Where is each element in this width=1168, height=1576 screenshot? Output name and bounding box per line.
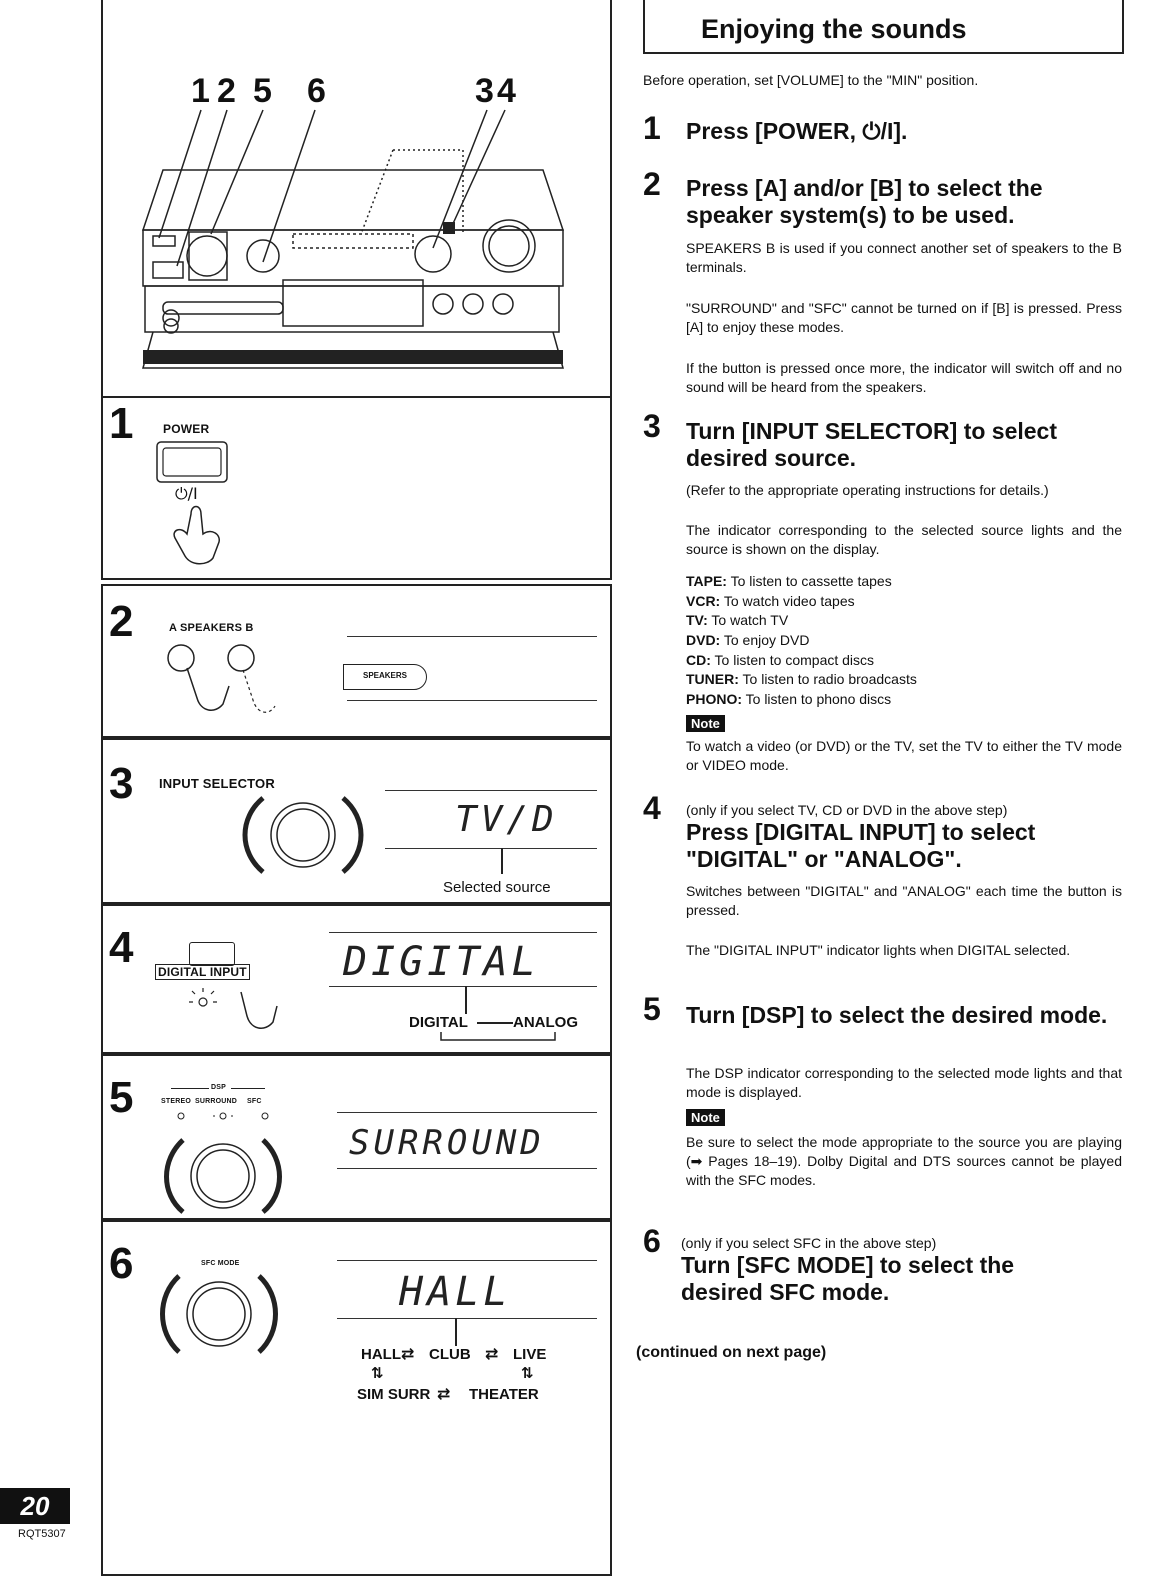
step-1-number: 1 (643, 110, 661, 146)
pointer-line (465, 986, 467, 1014)
page-title: Enjoying the sounds (701, 14, 967, 44)
display-bottom-line (347, 700, 597, 701)
updown-arrow-1: ⇅ (371, 1364, 384, 1382)
step-4-para-1: Switches between "DIGITAL" and "ANALOG" each time the button is pressed. (686, 883, 1122, 918)
callout-4: 4 (497, 72, 516, 110)
updown-arrow-2: ⇅ (521, 1364, 534, 1382)
stereo-label: STEREO (161, 1098, 191, 1105)
arrow-line (477, 1022, 513, 1024)
step-5-note: Be sure to select the mode appropriate to the source you are playing (➡ Pages 18–19). Dolby Digital and DTS sources cannot be played with the SFC modes. (686, 1134, 1122, 1188)
display-top-line (337, 1260, 597, 1261)
panel-dsp (101, 1054, 612, 1220)
step-3-heading: Turn [INPUT SELECTOR] to select desired source. (686, 418, 1058, 471)
display-bottom-line (329, 986, 597, 987)
callout-1: 1 (191, 72, 210, 110)
source-row: TUNER: To listen to radio broadcasts (686, 671, 917, 687)
callout-3: 3 (475, 72, 494, 110)
note-badge: Note (686, 1109, 725, 1126)
return-arrow (431, 1030, 559, 1044)
panel-number: 1 (109, 399, 134, 448)
note-badge: Note (686, 715, 725, 732)
display-top-line (329, 932, 597, 933)
receiver-illustration-panel (101, 0, 612, 398)
theater-caption: THEATER (469, 1386, 539, 1403)
swap-arrow-2: ⇄ (485, 1344, 499, 1363)
panel-number: 3 (109, 759, 134, 808)
power-symbol: ⏻/I (175, 484, 198, 503)
panel-number: 5 (109, 1073, 134, 1122)
panel-number: 6 (109, 1239, 134, 1288)
step-4-para-2: The "DIGITAL INPUT" indicator lights when DIGITAL selected. (686, 942, 1071, 958)
source-row: PHONO: To listen to phono discs (686, 691, 892, 707)
step-1-heading: Press [POWER, ⏻/I]. (686, 118, 908, 144)
illustration-column (101, 0, 612, 1572)
step-2-number: 2 (643, 166, 661, 202)
display-source-text: TV/D (455, 799, 558, 840)
digital-input-button (189, 942, 235, 966)
panel-power (101, 398, 612, 580)
sfc-mode-knob (155, 1268, 285, 1358)
analog-caption: ANALOG (513, 1014, 578, 1031)
step-4-heading: Press [DIGITAL INPUT] to select "DIGITAL" or "ANALOG". (686, 819, 1036, 872)
panel-number: 4 (109, 923, 134, 972)
digital-caption: DIGITAL (409, 1014, 468, 1031)
step-2-para-3: If the button is pressed once more, the indicator will switch off and no sound will be heard from the speakers. (686, 360, 1122, 395)
continued-note: (continued on next page) (636, 1344, 827, 1361)
source-row: DVD: To enjoy DVD (686, 632, 810, 648)
press-hand-drawing (189, 986, 289, 1048)
dsp-line-left (171, 1088, 209, 1089)
panel-number: 2 (109, 597, 134, 646)
display-top-line (347, 636, 597, 637)
step-3-para-2: The indicator corresponding to the selected source lights and the source is shown on the display. (686, 522, 1122, 557)
section-header-box (643, 0, 1124, 54)
display-top-line (337, 1112, 597, 1113)
panel-speakers (101, 584, 612, 738)
receiver-drawing (103, 0, 610, 396)
power-label: POWER (163, 422, 210, 436)
step-4-number: 4 (643, 790, 661, 826)
panel-digital-input (101, 904, 612, 1054)
sfc-mode-label: SFC MODE (201, 1260, 240, 1267)
speakers-indicator: SPEAKERS (343, 664, 427, 690)
source-row: TAPE: To listen to cassette tapes (686, 573, 892, 589)
dsp-label: DSP (211, 1084, 226, 1091)
input-selector-label: INPUT SELECTOR (159, 776, 275, 791)
swap-arrow-1: ⇄ (401, 1344, 415, 1363)
callout-5: 5 (253, 72, 272, 110)
display-hall-text: HALL (399, 1269, 512, 1315)
selected-source-caption: Selected source (443, 879, 551, 896)
step-4-condition: (only if you select TV, CD or DVD in the above step) (686, 802, 1008, 818)
step-5-para-1: The DSP indicator corresponding to the selected mode lights and that mode is displayed. (686, 1065, 1122, 1100)
sfc-label: SFC (247, 1098, 262, 1105)
callout-2: 2 (217, 72, 236, 110)
hall-caption: HALL (361, 1346, 401, 1363)
panel-input-selector (101, 738, 612, 904)
step-6-condition: (only if you select SFC in the above step) (681, 1235, 937, 1251)
step-2-para-2: "SURROUND" and "SFC" cannot be turned on if [B] is pressed. Press [A] to enjoy these modes. (686, 300, 1122, 335)
dsp-knob (159, 1110, 289, 1214)
source-row: VCR: To watch video tapes (686, 593, 855, 609)
intro-text: Before operation, set [VOLUME] to the "MIN" position. (643, 72, 979, 88)
source-row: TV: To watch TV (686, 612, 789, 628)
pointer-line (501, 848, 503, 874)
step-5-heading: Turn [DSP] to select the desired mode. (686, 1002, 1108, 1028)
step-3-number: 3 (643, 408, 661, 444)
source-row: CD: To listen to compact discs (686, 652, 875, 668)
page-number: 20 (0, 1488, 70, 1524)
simsurr-caption: SIM SURR (357, 1386, 431, 1403)
dsp-line-right (231, 1088, 265, 1089)
live-caption: LIVE (513, 1346, 547, 1363)
step-5-number: 5 (643, 991, 661, 1027)
surround-label: SURROUND (195, 1098, 238, 1105)
display-bottom-line (337, 1168, 597, 1169)
input-selector-knob (233, 790, 373, 880)
display-digital-text: DIGITAL (343, 939, 540, 985)
step-3-note: To watch a video (or DVD) or the TV, set the TV to either the TV mode or VIDEO mode. (686, 738, 1122, 773)
callout-6: 6 (307, 72, 326, 110)
digital-input-label: DIGITAL INPUT (155, 964, 250, 980)
speaker-buttons-drawing (157, 638, 297, 728)
document-code: RQT5307 (18, 1528, 66, 1540)
step-6-heading: Turn [SFC MODE] to select the desired SFC mode. (681, 1252, 1015, 1305)
pointer-line (455, 1318, 457, 1346)
speakers-label: A SPEAKERS B (169, 622, 254, 634)
swap-arrow-3: ⇄ (437, 1384, 451, 1403)
panel-sfc-mode (101, 1220, 612, 1576)
display-bottom-line (385, 848, 597, 849)
display-bottom-line (337, 1318, 597, 1319)
display-top-line (385, 790, 597, 791)
club-caption: CLUB (429, 1346, 471, 1363)
step-3-para-1: (Refer to the appropriate operating instructions for details.) (686, 482, 1049, 498)
step-2-heading: Press [A] and/or [B] to select the speaker system(s) to be used. (686, 175, 1043, 228)
display-surround-text: SURROUND (349, 1123, 545, 1163)
step-2-para-1: SPEAKERS B is used if you connect another set of speakers to the B terminals. (686, 240, 1122, 275)
step-6-number: 6 (643, 1223, 661, 1259)
